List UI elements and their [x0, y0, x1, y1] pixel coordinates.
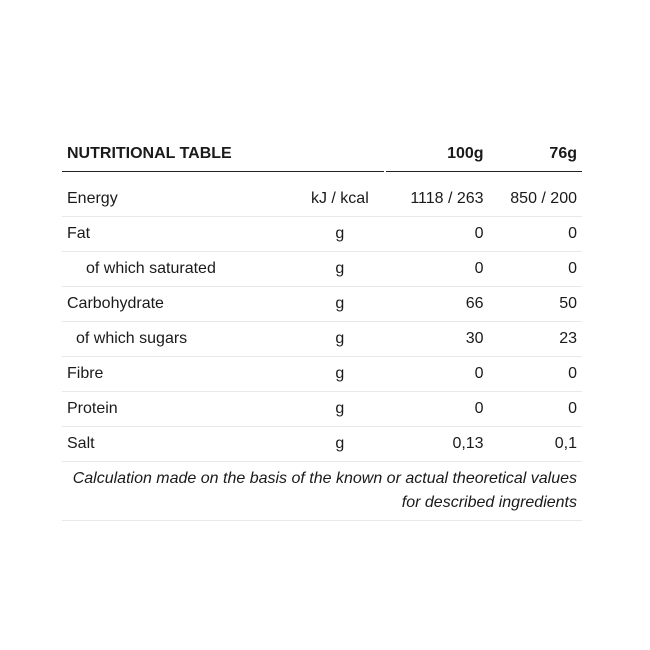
- row-value-100g: 66: [386, 287, 489, 322]
- row-value-100g: 0: [386, 392, 489, 427]
- row-value-portion: 0: [489, 217, 582, 252]
- row-unit: g: [295, 287, 384, 322]
- row-value-100g: 0: [386, 252, 489, 287]
- row-value-portion: 0: [489, 252, 582, 287]
- row-value-100g: 30: [386, 322, 489, 357]
- row-unit: g: [295, 252, 384, 287]
- row-name: Protein: [62, 392, 295, 427]
- row-name: Carbohydrate: [62, 287, 295, 322]
- calculation-note: Calculation made on the basis of the known or actual theoretical values for described ingredients: [62, 462, 582, 521]
- row-value-portion: 50: [489, 287, 582, 322]
- row-unit: g: [295, 322, 384, 357]
- table-row: [62, 427, 582, 462]
- row-value-portion: 23: [489, 322, 582, 357]
- header-portion: 76g: [489, 134, 582, 172]
- table-header-row: [62, 134, 582, 172]
- row-value-portion: 850 / 200: [489, 172, 582, 217]
- row-name: Fat: [62, 217, 295, 252]
- nutrition-table-container: [62, 134, 582, 521]
- row-value-100g: 1118 / 263: [386, 172, 489, 217]
- row-value-100g: 0: [386, 357, 489, 392]
- row-value-100g: 0: [386, 217, 489, 252]
- table-row: [62, 322, 582, 357]
- row-value-portion: 0: [489, 357, 582, 392]
- header-100g: 100g: [386, 134, 489, 172]
- table-row: [62, 217, 582, 252]
- row-unit: g: [295, 357, 384, 392]
- row-value-portion: 0,1: [489, 427, 582, 462]
- row-unit: g: [295, 392, 384, 427]
- table-note-row: [62, 462, 582, 521]
- row-name: Salt: [62, 427, 295, 462]
- row-unit: g: [295, 217, 384, 252]
- row-unit: kJ / kcal: [295, 172, 384, 217]
- row-name: Fibre: [62, 357, 295, 392]
- table-title: NUTRITIONAL TABLE: [62, 134, 384, 172]
- table-row: [62, 357, 582, 392]
- table-row: [62, 252, 582, 287]
- nutrition-table: [62, 134, 582, 521]
- table-row: [62, 287, 582, 322]
- table-row: [62, 172, 582, 217]
- row-value-portion: 0: [489, 392, 582, 427]
- row-value-100g: 0,13: [386, 427, 489, 462]
- row-name: of which sugars: [62, 322, 295, 357]
- row-name: of which saturated: [62, 252, 295, 287]
- row-unit: g: [295, 427, 384, 462]
- table-row: [62, 392, 582, 427]
- row-name: Energy: [62, 172, 295, 217]
